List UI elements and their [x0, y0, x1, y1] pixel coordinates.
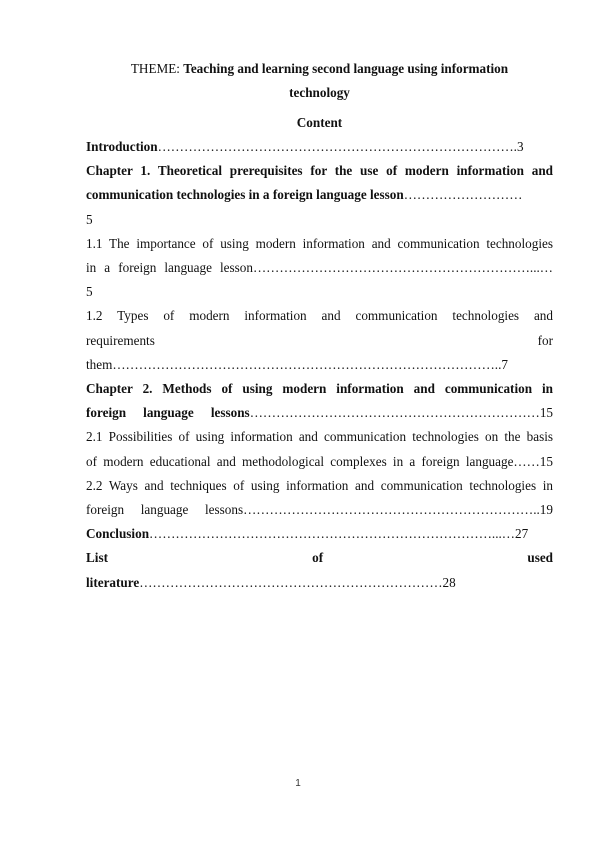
toc-s2-1-line1: 2.1 Possibilities of using information and communication technologies on the basis: [86, 429, 553, 445]
theme-text-line2: technology: [289, 85, 350, 100]
toc-s1-2-line3: them……………………………………………………………………………..7: [86, 356, 508, 372]
theme-text-line1: Teaching and learning second language using information: [183, 61, 509, 76]
toc-chapter2-title-part2: foreign language lessons: [86, 405, 250, 421]
toc-entry-conclusion: [86, 522, 553, 546]
toc-chapter1-page: 5: [86, 211, 93, 227]
toc-introduction-label: Introduction: [86, 139, 158, 154]
toc-literature-line1: [86, 546, 553, 570]
table-of-contents: [86, 135, 553, 595]
theme-prefix: THEME:: [130, 61, 184, 76]
toc-chapter1-line1: [86, 159, 553, 183]
toc-s2-1-line2: of modern educational and methodological complexes in a foreign language……15: [86, 453, 553, 469]
toc-s1-1-line1: 1.1 The importance of using modern information and communication technologies: [86, 235, 553, 251]
toc-conclusion-label: Conclusion: [86, 526, 150, 542]
toc-chapter2-title-part1: Chapter 2. Methods of using modern information and communication in: [86, 381, 553, 397]
page-number: 1: [295, 778, 301, 789]
content-heading: Content: [296, 115, 343, 130]
toc-s1-2-line2: [86, 329, 553, 353]
toc-literature-line2: [86, 571, 553, 595]
toc-entry-introduction: [86, 135, 553, 159]
toc-literature-label: literature: [86, 574, 140, 590]
toc-chapter1-title-part1: Chapter 1. Theoretical prerequisites for the use of modern information and: [86, 163, 553, 179]
toc-s2-2-line1: 2.2 Ways and techniques of using information and communication technologies in: [86, 477, 553, 493]
toc-conclusion-leader: ……………………………………………………………………...…27: [149, 526, 529, 542]
theme-title: [86, 57, 553, 105]
toc-chapter2-leader: …………………………………………………………15: [249, 405, 553, 421]
toc-chapter1-leader: ………………………: [403, 187, 523, 203]
toc-chapter2-line2: [86, 401, 553, 425]
toc-literature-word-used: used: [527, 550, 554, 566]
toc-chapter1-line2: [86, 183, 553, 207]
toc-literature-word-of: of: [312, 550, 324, 566]
toc-introduction-leader: ……………………………………………………………………….: [157, 139, 517, 154]
toc-s1-2-word-requirements: requirements: [86, 332, 155, 348]
toc-introduction-page: 3: [516, 139, 524, 154]
toc-s1-2-word-for: for: [537, 332, 553, 348]
toc-s2-2-line2: foreign language lessons…………………………………………………………..19: [86, 502, 553, 518]
toc-s1-2-line1: 1.2 Types of modern information and communication technologies and: [86, 308, 553, 324]
toc-chapter2-line1: [86, 377, 553, 401]
toc-s1-1-line2: in a foreign language lesson………………………………………………………...…: [86, 260, 553, 276]
toc-chapter1-title-part2: communication technologies in a foreign language lesson: [86, 187, 404, 203]
toc-literature-leader: ……………………………………………………………28: [139, 574, 456, 590]
toc-literature-word-list: List: [86, 550, 108, 566]
toc-s1-1-page: 5: [86, 284, 93, 300]
